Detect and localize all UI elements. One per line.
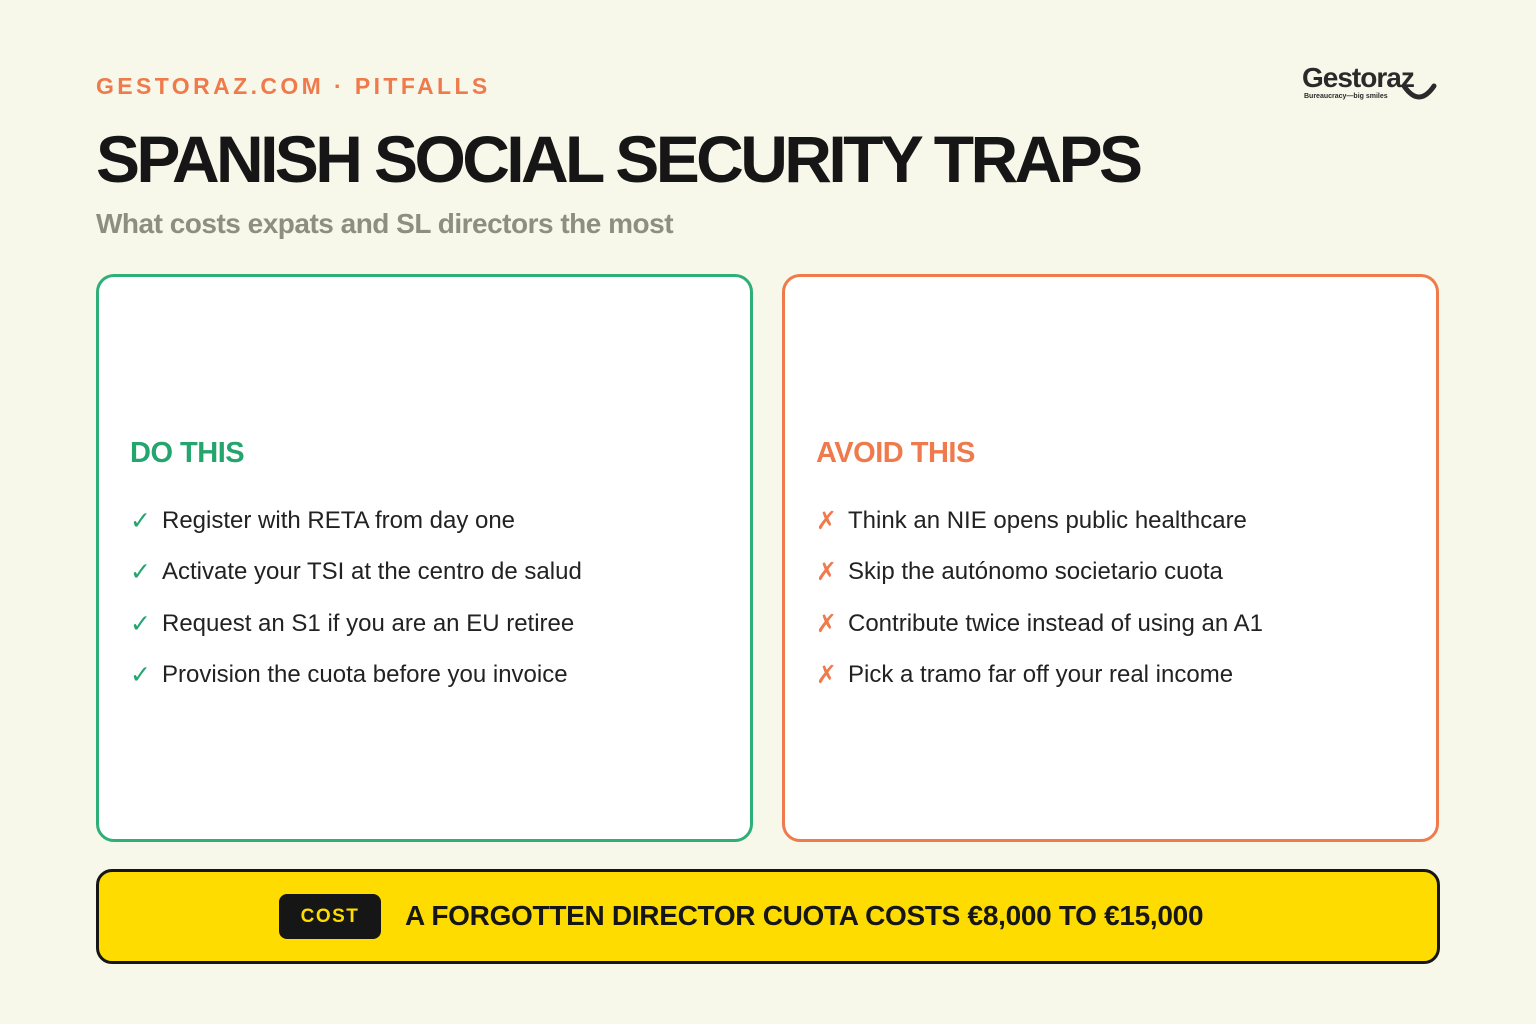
check-icon: ✓ [130,609,151,638]
do-this-heading: DO THIS [130,437,245,469]
page-title: SPANISH SOCIAL SECURITY TRAPS [96,122,1140,196]
list-item-text: Provision the cuota before you invoice [162,661,568,689]
list-item-text: Request an S1 if you are an EU retiree [162,609,575,637]
list-item [130,495,582,547]
smile-icon [1400,82,1438,106]
cross-icon: ✗ [816,609,837,638]
list-item [816,598,1263,650]
list-item [130,598,582,650]
avoid-this-list [816,495,1263,701]
cross-icon: ✗ [816,558,837,587]
cost-banner-text: A FORGOTTEN DIRECTOR CUOTA COSTS €8,000 TO €15,000 [405,900,1204,931]
gestoraz-logo [1300,60,1445,110]
avoid-this-card [782,274,1439,842]
list-item [816,495,1263,547]
list-item-text: Think an NIE opens public healthcare [848,506,1247,534]
do-this-list [130,495,582,701]
page-subtitle: What costs expats and SL directors the most [96,208,674,239]
list-item [130,547,582,599]
list-item-text: Contribute twice instead of using an A1 [848,609,1263,637]
list-item-text: Pick a tramo far off your real income [848,661,1234,689]
check-icon: ✓ [130,558,151,587]
eyebrow-label: GESTORAZ.COM · PITFALLS [96,73,491,99]
cost-badge: COST [279,894,381,939]
check-icon: ✓ [130,661,151,690]
check-icon: ✓ [130,506,151,535]
cross-icon: ✗ [816,506,837,535]
logo-tagline: Bureaucracy—big smiles [1304,93,1388,100]
list-item-text: Register with RETA from day one [162,506,516,534]
cross-icon: ✗ [816,661,837,690]
do-this-card [96,274,753,842]
cost-banner [96,869,1440,964]
list-item [130,650,582,702]
list-item-text: Skip the autónomo societario cuota [848,558,1223,586]
logo-wordmark: Gestoraz [1302,62,1414,93]
list-item [816,547,1263,599]
list-item [816,650,1263,702]
list-item-text: Activate your TSI at the centro de salud [162,558,582,586]
avoid-this-heading: AVOID THIS [816,437,975,469]
